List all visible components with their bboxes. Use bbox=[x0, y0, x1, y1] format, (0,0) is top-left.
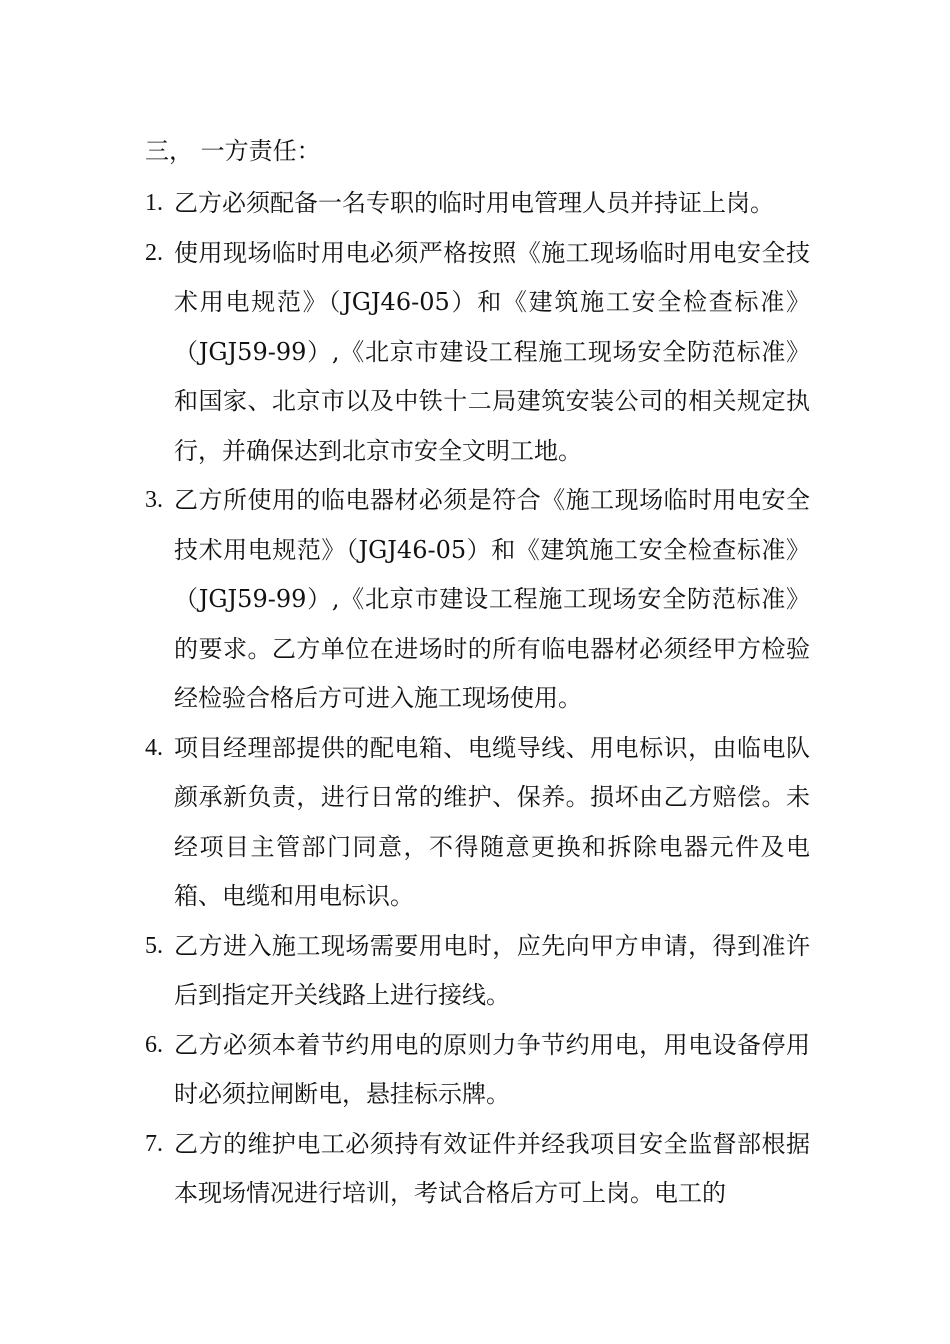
section-heading: 三， 一方责任： bbox=[145, 137, 321, 165]
list-item-text: 乙方必须配备一名专职的临时用电管理人员并持证上岗。 bbox=[174, 189, 774, 217]
list-item-6 bbox=[145, 1021, 810, 1120]
list-item-5 bbox=[145, 922, 810, 1021]
list-item-4 bbox=[145, 724, 810, 922]
list-item-7 bbox=[145, 1120, 810, 1219]
list-item-text: 乙方的维护电工必须持有效证件并经我项目安全监督部根据本现场情况进行培训，考试合格后方可上岗。电工的 bbox=[174, 1129, 810, 1207]
list-item-text: 使用现场临时用电必须严格按照《施工现场临时用电安全技术用电规范》（JGJ46-05）和《建筑施工安全检查标准》（JGJ59-99）,《北京市建设工程施工现场安全防范标准》和国家、北京市以及中铁十二局建筑安装公司的相关规定执行，并确保达到北京市安全文明工地。 bbox=[174, 238, 810, 465]
list-item-number: 7. bbox=[145, 1130, 163, 1157]
list-item-number: 4. bbox=[145, 734, 163, 761]
list-item-text: 乙方必须本着节约用电的原则力争节约用电，用电设备停用时必须拉闸断电，悬挂标示牌。 bbox=[174, 1030, 810, 1108]
list-item-number: 3. bbox=[145, 487, 163, 513]
list-item-number: 2. bbox=[145, 239, 163, 266]
list-item-number: 1. bbox=[145, 190, 163, 216]
list-item-3 bbox=[145, 476, 810, 724]
list-item-text: 乙方进入施工现场需要用电时，应先向甲方申请，得到准许后到指定开关线路上进行接线。 bbox=[174, 931, 810, 1009]
list-item-text: 乙方所使用的临电器材必须是符合《施工现场临时用电安全技术用电规范》（JGJ46-05）和《建筑施工安全检查标准》（JGJ59-99）,《北京市建设工程施工现场安全防范标准》的要求。乙方单位在进场时的所有临电器材必须经甲方检验经检验合格后方可进入施工现场使用。 bbox=[174, 486, 810, 712]
list-item-text: 项目经理部提供的配电箱、电缆导线、用电标识，由临电队颜承新负责，进行日常的维护、保养。损坏由乙方赔偿。未经项目主管部门同意，不得随意更换和拆除电器元件及电箱、电缆和用电标识。 bbox=[174, 733, 810, 910]
list-item-number: 5. bbox=[145, 932, 163, 959]
list-item-1 bbox=[145, 179, 810, 229]
list-item-number: 6. bbox=[145, 1031, 163, 1058]
list-item-2 bbox=[145, 229, 810, 477]
responsibility-list bbox=[145, 179, 810, 1219]
